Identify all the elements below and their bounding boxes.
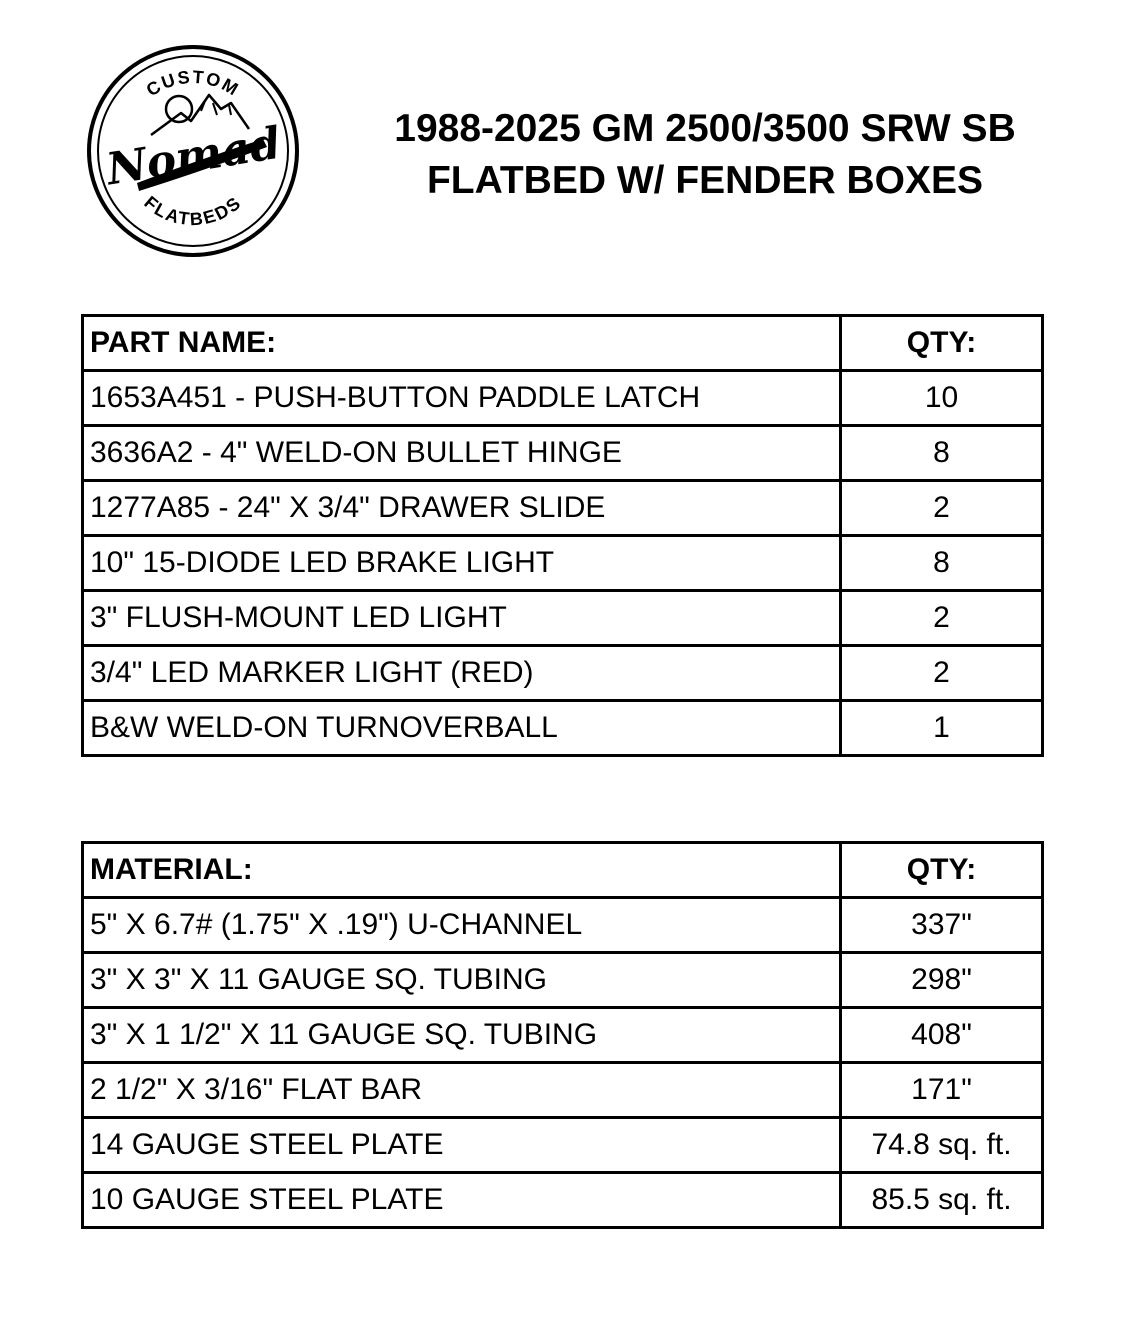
material-cell: 10 GAUGE STEEL PLATE (83, 1173, 841, 1228)
material-cell: 2 1/2" X 3/16" FLAT BAR (83, 1063, 841, 1118)
parts-table-header (83, 316, 1043, 371)
part-name-cell: 3/4" LED MARKER LIGHT (RED) (83, 646, 841, 701)
table-row (83, 536, 1043, 591)
part-name-cell: 1277A85 - 24" X 3/4" DRAWER SLIDE (83, 481, 841, 536)
table-row (83, 1008, 1043, 1063)
qty-cell: 2 (841, 646, 1043, 701)
qty-cell: 74.8 sq. ft. (841, 1118, 1043, 1173)
qty-cell: 337" (841, 898, 1043, 953)
qty-cell: 8 (841, 536, 1043, 591)
part-name-cell: 3" FLUSH-MOUNT LED LIGHT (83, 591, 841, 646)
parts-table (81, 314, 1044, 757)
material-cell: 3" X 3" X 11 GAUGE SQ. TUBING (83, 953, 841, 1008)
page-title (335, 103, 1075, 207)
part-name-cell: B&W WELD-ON TURNOVERBALL (83, 701, 841, 756)
qty-cell: 85.5 sq. ft. (841, 1173, 1043, 1228)
qty-header: QTY: (841, 316, 1043, 371)
table-row (83, 646, 1043, 701)
materials-table (81, 841, 1044, 1229)
table-row (83, 1173, 1043, 1228)
table-row (83, 953, 1043, 1008)
table-row (83, 1118, 1043, 1173)
part-name-cell: 1653A451 - PUSH-BUTTON PADDLE LATCH (83, 371, 841, 426)
material-cell: 14 GAUGE STEEL PLATE (83, 1118, 841, 1173)
title-line-2: FLATBED W/ FENDER BOXES (426, 159, 984, 202)
table-row (83, 898, 1043, 953)
logo-bottom-text: FLATBEDS (140, 192, 246, 230)
table-row (83, 371, 1043, 426)
material-header: MATERIAL: (83, 843, 841, 898)
logo-brand-text: Nomad (103, 117, 285, 196)
material-cell: 5" X 6.7# (1.75" X .19") U-CHANNEL (83, 898, 841, 953)
qty-cell: 2 (841, 481, 1043, 536)
table-row (83, 591, 1043, 646)
qty-cell: 298" (841, 953, 1043, 1008)
custom-nomad-flatbeds-logo (85, 43, 301, 259)
qty-cell: 8 (841, 426, 1043, 481)
title-line-1: 1988-2025 GM 2500/3500 SRW SB (394, 107, 1016, 150)
part-name-cell: 3636A2 - 4" WELD-ON BULLET HINGE (83, 426, 841, 481)
logo-top-text: CUSTOM (142, 66, 244, 101)
part-name-header: PART NAME: (83, 316, 841, 371)
table-row (83, 426, 1043, 481)
materials-table-header (83, 843, 1043, 898)
qty-cell: 2 (841, 591, 1043, 646)
table-row (83, 1063, 1043, 1118)
qty-cell: 10 (841, 371, 1043, 426)
table-row (83, 701, 1043, 756)
qty-header: QTY: (841, 843, 1043, 898)
qty-cell: 1 (841, 701, 1043, 756)
material-cell: 3" X 1 1/2" X 11 GAUGE SQ. TUBING (83, 1008, 841, 1063)
qty-cell: 408" (841, 1008, 1043, 1063)
table-row (83, 481, 1043, 536)
qty-cell: 171" (841, 1063, 1043, 1118)
part-name-cell: 10" 15-DIODE LED BRAKE LIGHT (83, 536, 841, 591)
